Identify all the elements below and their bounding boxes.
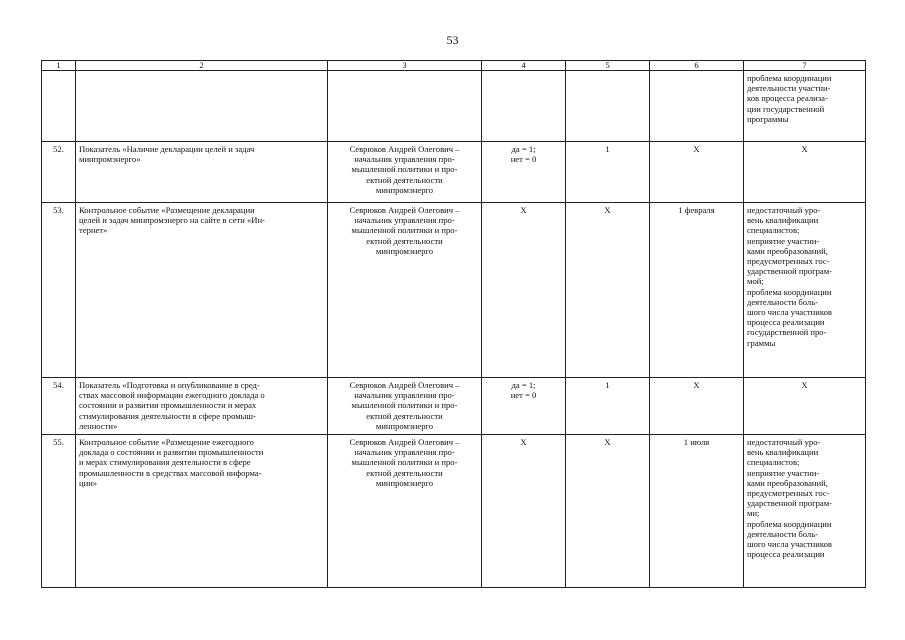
- unit-line: нет = 0: [510, 154, 537, 165]
- name-line: минпромэнерго»: [79, 154, 141, 165]
- row-number: 54.: [42, 378, 76, 435]
- risk-line: Х: [801, 380, 808, 390]
- unit-line: да = 1;: [511, 144, 536, 154]
- cell-empty: [650, 71, 744, 142]
- unit-line: нет = 0: [510, 390, 537, 401]
- name-line: Показатель «Подготовка и опубликование в сред-: [79, 380, 260, 390]
- risk-line: предусмотренных гос-: [747, 488, 830, 499]
- column-header: 5: [566, 61, 650, 71]
- risk-line: процесса реализации: [747, 549, 825, 560]
- responsible-line: ектной деятельности: [366, 467, 443, 478]
- program-table: [41, 60, 866, 588]
- name-line: и мерах стимулирования деятельности в сфере: [79, 457, 251, 468]
- cell-responsible: [328, 378, 482, 435]
- cell-name: [76, 378, 328, 435]
- cell-responsible: [328, 142, 482, 203]
- cell-empty: [76, 71, 328, 142]
- name-line: состоянии и развитии промышленности и мерах: [79, 400, 257, 411]
- name-line: стимулирования деятельности в сфере промыш-: [79, 410, 256, 421]
- risk-line: специалистов;: [747, 225, 800, 236]
- risk-line: программы: [747, 113, 789, 124]
- risk-line: мой;: [747, 276, 764, 287]
- responsible-line: Севрюков Андрей Олегович –: [349, 437, 460, 447]
- column-header: 2: [76, 61, 328, 71]
- risk-line: вень квалификации: [747, 447, 819, 458]
- cell-responsible: [328, 203, 482, 378]
- responsible-line: минпромэнерго: [375, 184, 434, 195]
- unit-line: Х: [520, 437, 527, 447]
- responsible-line: мышленной политики и про-: [351, 400, 458, 411]
- name-line: Контрольное событие «Размещение ежегодного: [79, 437, 254, 447]
- cell-unit: [482, 378, 566, 435]
- cell-empty: [482, 71, 566, 142]
- name-line: промышленности в средствах массовой информа-: [79, 467, 262, 478]
- responsible-line: ектной деятельности: [366, 174, 443, 185]
- cell-risks: [744, 71, 866, 142]
- risk-line: шого числа участников: [747, 307, 832, 318]
- risk-line: деятельности участни-: [747, 83, 831, 94]
- cell-value: 1: [566, 378, 650, 435]
- cell-responsible: [328, 435, 482, 588]
- cell-date: Х: [650, 142, 744, 203]
- row-number: 53.: [42, 203, 76, 378]
- cell-unit: [482, 142, 566, 203]
- risk-line: ками преобразований,: [747, 477, 828, 488]
- name-line: ленности»: [79, 420, 118, 431]
- cell-risks: [744, 378, 866, 435]
- cell-value: 1: [566, 142, 650, 203]
- risk-line: деятельности боль-: [747, 296, 818, 307]
- risk-line: граммы: [747, 337, 776, 348]
- risk-line: вень квалификации: [747, 215, 819, 226]
- cell-unit: [482, 435, 566, 588]
- risk-line: неприятие участни-: [747, 467, 820, 478]
- name-line: ствах массовой информации ежегодного доклада о: [79, 390, 265, 401]
- table-row: [42, 142, 866, 203]
- risk-line: проблема координации: [747, 518, 832, 529]
- risk-line: государственной про-: [747, 327, 827, 338]
- cell-name: [76, 435, 328, 588]
- cell-risks: [744, 142, 866, 203]
- cell-unit: [482, 203, 566, 378]
- responsible-line: начальник управления про-: [354, 154, 455, 165]
- cell-value: Х: [566, 435, 650, 588]
- column-header: 6: [650, 61, 744, 71]
- cell-name: [76, 142, 328, 203]
- cell-date: 1 февраля: [650, 203, 744, 378]
- table-row: [42, 203, 866, 378]
- cell-name: [76, 203, 328, 378]
- risk-line: предусмотренных гос-: [747, 256, 830, 267]
- name-line: тернет»: [79, 225, 108, 236]
- responsible-line: начальник управления про-: [354, 215, 455, 226]
- responsible-line: минпромэнерго: [375, 477, 434, 488]
- page-number: 53: [446, 33, 459, 47]
- table-row-continuation: [42, 71, 866, 142]
- responsible-line: начальник управления про-: [354, 447, 455, 458]
- responsible-line: Севрюков Андрей Олегович –: [349, 144, 460, 154]
- responsible-line: начальник управления про-: [354, 390, 455, 401]
- cell-empty: [328, 71, 482, 142]
- name-line: Показатель «Наличие декларации целей и задач: [79, 144, 255, 154]
- row-number: 52.: [42, 142, 76, 203]
- table-row: [42, 435, 866, 588]
- cell-empty: [42, 71, 76, 142]
- responsible-line: мышленной политики и про-: [351, 457, 458, 468]
- unit-line: да = 1;: [511, 380, 536, 390]
- cell-date: 1 июля: [650, 435, 744, 588]
- risk-line: недостаточный уро-: [747, 437, 821, 447]
- risk-line: процесса реализации: [747, 317, 825, 328]
- responsible-line: ектной деятельности: [366, 235, 443, 246]
- column-header: 7: [744, 61, 866, 71]
- responsible-line: Севрюков Андрей Олегович –: [349, 205, 460, 215]
- risk-line: недостаточный уро-: [747, 205, 821, 215]
- risk-line: шого числа участников: [747, 539, 832, 550]
- column-header: 3: [328, 61, 482, 71]
- risk-line: специалистов;: [747, 457, 800, 468]
- cell-empty: [566, 71, 650, 142]
- risk-line: ударственной програм-: [747, 266, 833, 277]
- unit-line: Х: [520, 205, 527, 215]
- risk-line: ции государственной: [747, 103, 825, 114]
- risk-line: Х: [801, 144, 808, 154]
- risk-line: неприятие участни-: [747, 235, 820, 246]
- responsible-line: Севрюков Андрей Олегович –: [349, 380, 460, 390]
- risk-line: проблема координации: [747, 286, 832, 297]
- responsible-line: минпромэнерго: [375, 420, 434, 431]
- row-number: 55.: [42, 435, 76, 588]
- name-line: целей и задач минпромэнерго на сайте в сети «Ин-: [79, 215, 265, 226]
- responsible-line: ектной деятельности: [366, 410, 443, 421]
- header-row: [42, 61, 866, 71]
- table-row: [42, 378, 866, 435]
- risk-line: ми;: [747, 508, 760, 519]
- responsible-line: минпромэнерго: [375, 245, 434, 256]
- cell-risks: [744, 203, 866, 378]
- name-line: Контрольное событие «Размещение декларации: [79, 205, 255, 215]
- risk-line: проблема координации: [747, 73, 832, 83]
- risk-line: ками преобразований,: [747, 245, 828, 256]
- cell-date: Х: [650, 378, 744, 435]
- name-line: доклада о состоянии и развитии промышленности: [79, 447, 264, 458]
- cell-value: Х: [566, 203, 650, 378]
- risk-line: ков процесса реализа-: [747, 93, 828, 104]
- cell-risks: [744, 435, 866, 588]
- name-line: ции»: [79, 477, 98, 488]
- column-header: 1: [42, 61, 76, 71]
- responsible-line: мышленной политики и про-: [351, 225, 458, 236]
- risk-line: ударственной програм-: [747, 498, 833, 509]
- risk-line: деятельности боль-: [747, 528, 818, 539]
- responsible-line: мышленной политики и про-: [351, 164, 458, 175]
- column-header: 4: [482, 61, 566, 71]
